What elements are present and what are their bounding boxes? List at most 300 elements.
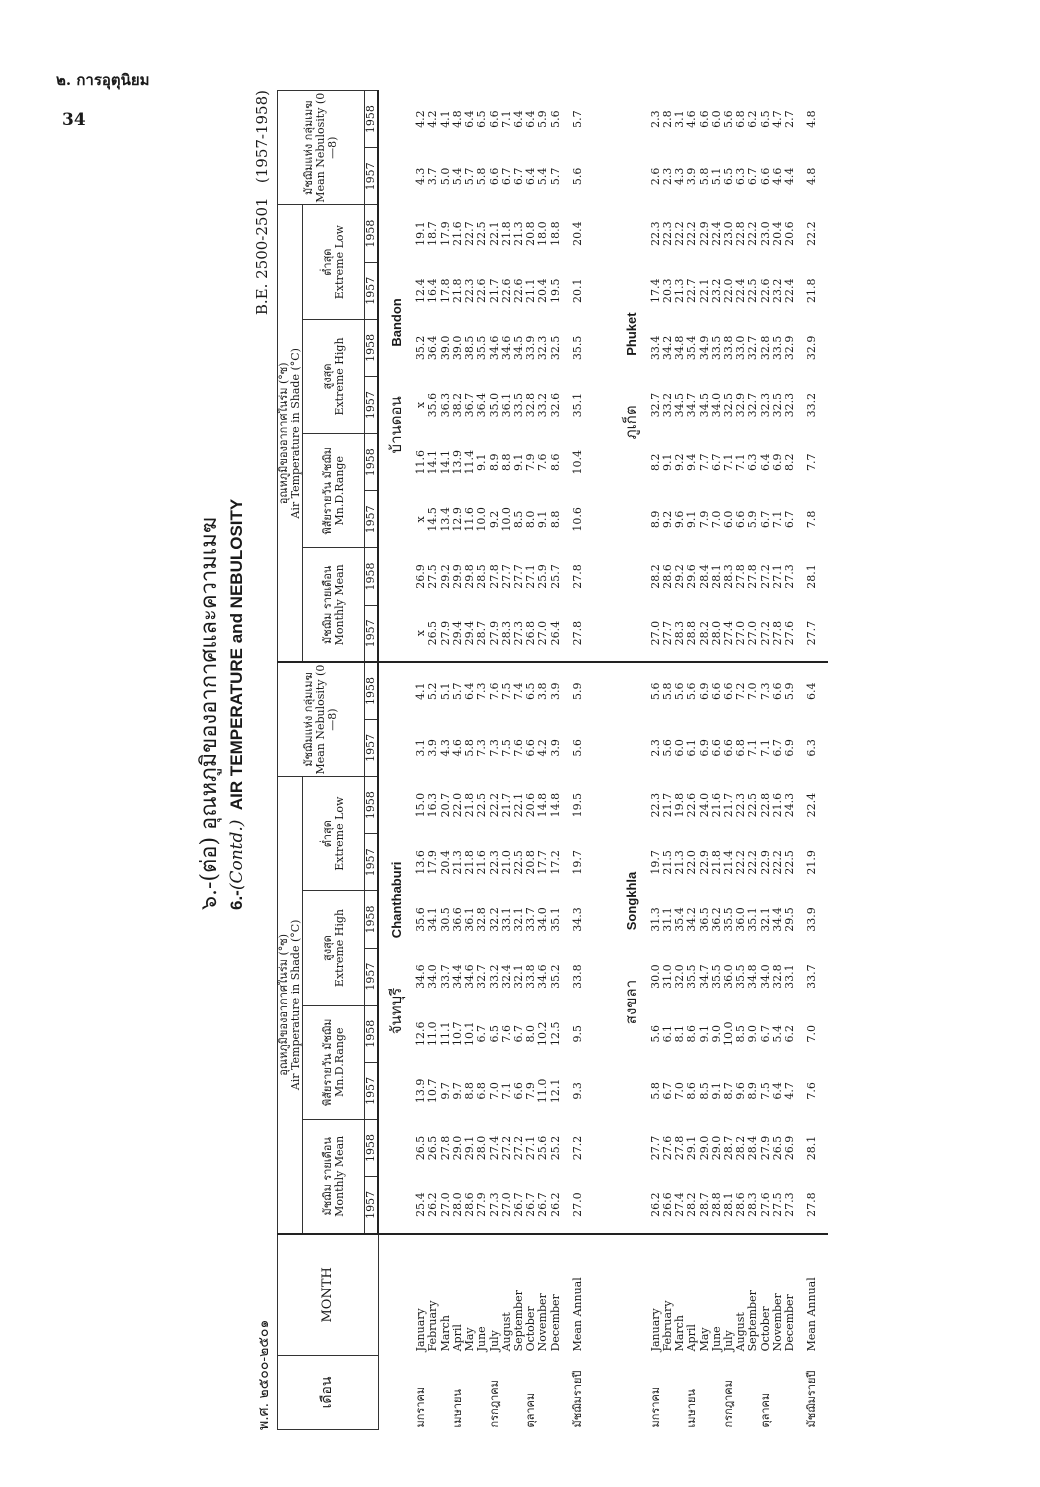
- value-cell: 28.3: [721, 564, 735, 589]
- value-cell: 31.0: [660, 964, 674, 989]
- value-cell: 9.7: [438, 1082, 452, 1100]
- value-cell: 13.4: [438, 507, 452, 532]
- annual-value: 33.2: [805, 392, 819, 418]
- value-cell: 5.1: [440, 662, 452, 719]
- value-cell: 22.2: [746, 221, 760, 246]
- value-cell: 27.0: [648, 620, 662, 646]
- value-cell: 33.2: [487, 964, 501, 989]
- value-cell: 6.0: [673, 739, 687, 757]
- table-row: [476, 91, 488, 1430]
- blank-cell: [747, 1355, 759, 1429]
- value-cell: 27.4: [721, 620, 735, 646]
- value-cell: 34.0: [426, 964, 440, 989]
- station-eng: Bandon: [389, 298, 405, 347]
- value-cell: 27.1: [524, 1135, 538, 1161]
- value-cell: 22.6: [499, 278, 513, 304]
- value-cell: 28.5: [475, 564, 489, 589]
- value-cell: 5.1: [709, 167, 723, 186]
- value-cell: 22.5: [782, 850, 796, 875]
- value-cell: 38.2: [450, 392, 464, 418]
- quarter-label: เมษายน: [450, 1389, 464, 1428]
- annual-value: 4.8: [805, 167, 819, 186]
- value-cell: 9.2: [660, 510, 674, 529]
- value-cell: 28.3: [746, 1192, 760, 1217]
- value-cell: 7.3: [487, 739, 501, 757]
- value-cell: 7.0: [487, 1082, 501, 1100]
- value-cell: 21.7: [499, 792, 513, 818]
- mean-eng: Monthly Mean: [332, 1135, 346, 1217]
- value-cell: 4.6: [450, 739, 464, 757]
- month-label: February: [662, 1234, 674, 1356]
- value-cell: 28.6: [660, 564, 674, 589]
- year-cell: 1958: [365, 434, 379, 491]
- value-cell: 8.2: [782, 453, 796, 471]
- month-label: November: [537, 1234, 549, 1356]
- value-cell: 3.9: [685, 167, 699, 186]
- value-cell: 7.1: [499, 110, 513, 128]
- blank-cell: [594, 605, 614, 662]
- spacer-row: [594, 91, 614, 1430]
- value-cell: 28.4: [746, 1135, 760, 1161]
- value-cell: 9.1: [511, 453, 525, 471]
- value-cell: 26.5: [426, 620, 440, 646]
- value-cell: 4.3: [414, 167, 428, 186]
- value-cell: 35.6: [414, 907, 428, 932]
- value-cell: 6.9: [699, 662, 711, 719]
- value-cell: 27.3: [487, 1192, 501, 1217]
- neb-thai: มัชฌิมแห่ง กลุ่มเมฆ: [301, 672, 315, 767]
- value-cell: 6.5: [475, 110, 489, 128]
- value-cell: 34.8: [746, 964, 760, 989]
- value-cell: 31.1: [660, 907, 674, 932]
- value-cell: 28.0: [450, 1192, 464, 1217]
- value-cell: 7.0: [747, 662, 759, 719]
- blank-cell: [594, 491, 614, 548]
- value-cell: 17.4: [648, 278, 662, 304]
- value-cell: 7.3: [760, 662, 772, 719]
- value-cell: 21.6: [450, 221, 464, 246]
- value-cell: 39.0: [438, 335, 452, 361]
- value-cell: 21.8: [450, 278, 464, 304]
- value-cell: 14.8: [536, 792, 550, 818]
- blank-cell: [537, 1355, 549, 1429]
- value-cell: 36.2: [709, 907, 723, 932]
- value-cell: 7.3: [476, 662, 488, 719]
- value-cell: 32.9: [734, 392, 748, 418]
- month-label: March: [440, 1234, 452, 1356]
- value-cell: 28.3: [673, 620, 687, 646]
- value-cell: 9.0: [746, 1024, 760, 1043]
- value-cell: 35.5: [734, 964, 748, 989]
- value-cell: 35.1: [548, 907, 562, 932]
- value-cell: 6.4: [511, 110, 525, 128]
- value-cell: 4.7: [782, 1082, 796, 1100]
- year-cell: 1957: [365, 262, 379, 319]
- value-cell: 10.7: [450, 1021, 464, 1046]
- year-cell: 1958: [365, 891, 379, 948]
- value-cell: 27.8: [487, 564, 501, 589]
- value-cell: 22.3: [463, 278, 477, 304]
- value-cell: 4.4: [782, 167, 796, 186]
- value-cell: 35.6: [426, 392, 440, 418]
- value-cell: 6.0: [709, 110, 723, 128]
- mean-thai: มัชฌิม รายเดือน: [320, 565, 334, 645]
- nebulosity-header-left: [278, 662, 365, 776]
- value-cell: 6.5: [721, 167, 735, 186]
- value-cell: 26.8: [524, 620, 538, 646]
- value-cell: 6.7: [758, 1024, 772, 1043]
- value-cell: 21.8: [709, 850, 723, 875]
- value-cell: 26.2: [648, 1192, 662, 1217]
- value-cell: 22.4: [734, 278, 748, 304]
- years-ce: (1957-1958): [253, 90, 271, 184]
- value-cell: 22.4: [782, 278, 796, 304]
- value-cell: 31.3: [648, 907, 662, 932]
- value-cell: 8.9: [746, 1082, 760, 1100]
- value-cell: 6.5: [487, 1024, 501, 1043]
- title-main: AIR TEMPERATURE and NEBULOSITY: [227, 498, 246, 811]
- value-cell: 33.7: [438, 964, 452, 989]
- value-cell: 7.6: [511, 739, 525, 757]
- value-cell: 5.7: [463, 167, 477, 186]
- value-cell: 21.3: [673, 850, 687, 875]
- air-temp-thai: อุณหภูมิของอากาศในร่ม (°ซ): [277, 362, 290, 505]
- value-cell: 26.7: [511, 1192, 525, 1217]
- range-header: [303, 1005, 365, 1119]
- value-cell: 35.5: [475, 335, 489, 361]
- value-cell: 33.8: [524, 964, 538, 989]
- annual-value: 6.3: [805, 739, 819, 757]
- table-row: [747, 91, 759, 1430]
- annual-row: [562, 91, 594, 1430]
- value-cell: 7.9: [524, 1082, 538, 1100]
- month-label: September: [513, 1234, 525, 1356]
- year-cell: 1957: [365, 1177, 379, 1234]
- neb-eng: Mean Nebulosity (0—8): [314, 664, 340, 775]
- value-cell: 9.1: [660, 453, 674, 471]
- value-cell: 28.0: [709, 620, 723, 646]
- value-cell: 26.2: [426, 1192, 440, 1217]
- value-cell: 34.2: [685, 907, 699, 932]
- annual-value: 21.9: [805, 850, 819, 875]
- station-thai: สงขลา: [621, 979, 640, 1025]
- annual-value: 27.8: [805, 1192, 819, 1217]
- annual-value: 5.7: [570, 110, 584, 128]
- value-cell: 25.4: [414, 1192, 428, 1217]
- value-cell: 30.0: [648, 964, 662, 989]
- title-english: [227, 499, 247, 910]
- month-label: September: [747, 1234, 759, 1356]
- value-cell: 7.5: [758, 1082, 772, 1100]
- title-contd: (Contd.): [227, 819, 247, 891]
- value-cell: 8.8: [463, 1082, 477, 1100]
- value-cell: 2.7: [782, 110, 796, 128]
- value-cell: 8.5: [734, 1024, 748, 1043]
- value-cell: 30.5: [438, 907, 452, 932]
- annual-value: 10.6: [570, 507, 584, 532]
- value-cell: 5.6: [650, 662, 662, 719]
- value-cell: 9.1: [536, 510, 550, 529]
- value-cell: 32.8: [524, 392, 538, 418]
- year-cell: 1958: [365, 662, 379, 719]
- value-cell: 28.2: [697, 620, 711, 646]
- value-cell: 27.1: [524, 564, 538, 589]
- value-cell: 7.1: [758, 739, 772, 757]
- year-cell: 1958: [365, 91, 379, 148]
- year-cell: 1957: [365, 834, 379, 891]
- value-cell: 21.6: [770, 792, 784, 818]
- value-cell: 5.6: [686, 662, 698, 719]
- annual-value: 7.0: [805, 1024, 819, 1043]
- value-cell: 20.4: [438, 850, 452, 875]
- value-cell: 6.6: [487, 167, 501, 186]
- value-cell: 26.5: [414, 1135, 428, 1161]
- value-cell: 6.5: [758, 110, 772, 128]
- value-cell: 29.1: [463, 1135, 477, 1161]
- blank-cell: [476, 1355, 488, 1429]
- value-cell: 3.7: [426, 167, 440, 186]
- table-row: [699, 91, 711, 1430]
- value-cell: 18.8: [548, 221, 562, 246]
- value-cell: 22.9: [697, 221, 711, 246]
- annual-value: 22.2: [805, 221, 819, 246]
- value-cell: 21.8: [463, 792, 477, 818]
- station-thai: จันทบุรี: [387, 987, 406, 1035]
- annual-value: 27.2: [570, 1135, 584, 1161]
- value-cell: 22.6: [511, 278, 525, 304]
- value-cell: 6.7: [709, 453, 723, 471]
- annual-value: 10.4: [570, 449, 584, 475]
- table-row: [686, 91, 698, 1430]
- value-cell: 6.7: [746, 167, 760, 186]
- value-cell: 34.4: [450, 964, 464, 989]
- value-cell: 5.6: [548, 110, 562, 128]
- annual-value: 19.7: [570, 850, 584, 875]
- value-cell: 7.6: [499, 1024, 513, 1043]
- mean-header: [303, 1119, 365, 1233]
- month-label: August: [735, 1234, 747, 1356]
- value-cell: 33.1: [782, 964, 796, 989]
- value-cell: 28.1: [709, 564, 723, 589]
- value-cell: 6.5: [525, 662, 537, 719]
- month-label: December: [550, 1234, 562, 1356]
- value-cell: 32.0: [673, 964, 687, 989]
- value-cell: 2.8: [660, 110, 674, 128]
- value-cell: 10.0: [721, 1021, 735, 1046]
- value-cell: 34.0: [758, 964, 772, 989]
- blank-cell: [594, 548, 614, 605]
- value-cell: 4.1: [415, 662, 427, 719]
- annual-value: 7.8: [805, 510, 819, 529]
- value-cell: 27.9: [438, 620, 452, 646]
- value-cell: 5.9: [536, 110, 550, 128]
- value-cell: 8.5: [511, 510, 525, 529]
- value-cell: 21.0: [499, 850, 513, 875]
- value-cell: x: [414, 401, 428, 409]
- station-name-right: [614, 91, 650, 663]
- value-cell: 32.8: [475, 907, 489, 932]
- blank-cell: [594, 834, 614, 891]
- value-cell: 7.1: [770, 510, 784, 529]
- value-cell: 12.6: [414, 1021, 428, 1046]
- value-cell: 34.6: [463, 964, 477, 989]
- value-cell: 6.6: [723, 662, 735, 719]
- month-label: July: [723, 1234, 735, 1356]
- value-cell: 6.6: [487, 110, 501, 128]
- value-cell: 34.7: [697, 964, 711, 989]
- annual-value: 28.1: [805, 564, 819, 589]
- air-temp-header-right: [278, 205, 303, 662]
- value-cell: 17.8: [438, 278, 452, 304]
- value-cell: 18.7: [426, 221, 440, 246]
- value-cell: 25.9: [536, 564, 550, 589]
- value-cell: 5.7: [452, 662, 464, 719]
- value-cell: 3.9: [550, 662, 562, 719]
- value-cell: 21.3: [450, 850, 464, 875]
- value-cell: 34.7: [685, 392, 699, 418]
- title-thai: ๖.-(ต่อ) อุณหภูมิของอากาศและความเมฆ: [197, 516, 222, 910]
- value-cell: 22.5: [475, 792, 489, 818]
- value-cell: 5.4: [770, 1024, 784, 1043]
- year-cell: 1958: [365, 548, 379, 605]
- value-cell: 28.6: [463, 1192, 477, 1217]
- value-cell: 11.4: [463, 449, 477, 475]
- value-cell: 20.6: [782, 221, 796, 246]
- value-cell: 7.1: [499, 1082, 513, 1100]
- blank-cell: [464, 1355, 476, 1429]
- value-cell: 27.4: [673, 1192, 687, 1217]
- value-cell: 5.7: [548, 167, 562, 186]
- value-cell: 27.9: [758, 1135, 772, 1161]
- value-cell: 36.0: [721, 964, 735, 989]
- value-cell: 27.2: [758, 620, 772, 646]
- value-cell: 27.7: [511, 564, 525, 589]
- annual-value: 5.6: [570, 167, 584, 186]
- value-cell: 27.8: [770, 620, 784, 646]
- blank-cell: [699, 1355, 711, 1429]
- value-cell: 27.2: [511, 1135, 525, 1161]
- value-cell: 27.8: [438, 1135, 452, 1161]
- annual-value: 20.4: [570, 221, 584, 246]
- value-cell: 6.7: [758, 510, 772, 529]
- annual-value: 4.8: [805, 110, 819, 128]
- value-cell: 34.2: [660, 335, 674, 361]
- value-cell: 20.7: [438, 792, 452, 818]
- blank-cell: [501, 1355, 513, 1429]
- quarter-label: เมษายน: [685, 1389, 699, 1428]
- value-cell: 5.0: [438, 167, 452, 186]
- value-cell: 7.1: [746, 739, 760, 757]
- value-cell: 7.7: [697, 453, 711, 471]
- value-cell: 33.1: [499, 907, 513, 932]
- value-cell: 20.8: [524, 850, 538, 875]
- value-cell: 23.0: [721, 221, 735, 246]
- value-cell: 22.3: [660, 221, 674, 246]
- value-cell: 27.6: [782, 620, 796, 646]
- value-cell: 8.1: [673, 1024, 687, 1043]
- value-cell: 5.9: [746, 510, 760, 529]
- value-cell: 3.9: [426, 739, 440, 757]
- value-cell: 23.0: [758, 221, 772, 246]
- blank-cell: [594, 205, 614, 262]
- low-eng: Extreme Low: [332, 796, 346, 871]
- value-cell: 35.5: [709, 964, 723, 989]
- value-cell: 27.6: [660, 1135, 674, 1161]
- value-cell: 5.6: [721, 110, 735, 128]
- value-cell: 22.5: [746, 792, 760, 818]
- value-cell: 22.3: [648, 221, 662, 246]
- value-cell: 22.7: [463, 221, 477, 246]
- value-cell: 9.4: [685, 453, 699, 471]
- value-cell: 8.8: [548, 510, 562, 529]
- value-cell: 39.0: [450, 335, 464, 361]
- value-cell: 32.8: [770, 964, 784, 989]
- value-cell: 22.6: [758, 278, 772, 304]
- value-cell: 4.2: [536, 739, 550, 757]
- year-cell: 1957: [365, 948, 379, 1005]
- rotated-table-page: [165, 90, 877, 1430]
- value-cell: 24.0: [697, 792, 711, 818]
- value-cell: 28.8: [685, 620, 699, 646]
- quarter-label: กรกฎาคม: [721, 1380, 735, 1428]
- low-thai: ต่ำสุด: [320, 820, 334, 848]
- value-cell: 9.6: [673, 510, 687, 529]
- blank-cell: [772, 1355, 784, 1429]
- mean-eng: Monthly Mean: [332, 564, 346, 646]
- year-cell: 1958: [365, 1005, 379, 1062]
- value-cell: 6.7: [660, 1082, 674, 1100]
- value-cell: 27.0: [499, 1192, 513, 1217]
- table-row: [550, 91, 562, 1430]
- value-cell: 19.1: [414, 221, 428, 246]
- year-cell: 1958: [365, 776, 379, 833]
- value-cell: 12.9: [450, 507, 464, 532]
- value-cell: 8.0: [524, 510, 538, 529]
- value-cell: 33.2: [536, 392, 550, 418]
- value-cell: 29.6: [685, 564, 699, 589]
- value-cell: x: [414, 516, 428, 523]
- high-thai: สูงสุด: [320, 363, 334, 390]
- annual-value: 7.6: [805, 1082, 819, 1100]
- value-cell: 9.1: [685, 510, 699, 529]
- value-cell: 6.7: [475, 1024, 489, 1043]
- data-table: [277, 90, 828, 1430]
- value-cell: 3.1: [414, 739, 428, 757]
- value-cell: 23.2: [770, 278, 784, 304]
- value-cell: 6.7: [511, 167, 525, 186]
- table-row: [489, 91, 501, 1430]
- blank-cell: [594, 1177, 614, 1234]
- value-cell: 27.9: [487, 620, 501, 646]
- value-cell: 9.1: [709, 1082, 723, 1100]
- value-cell: 5.6: [648, 1024, 662, 1043]
- value-cell: 32.3: [782, 392, 796, 418]
- value-cell: 12.4: [414, 278, 428, 304]
- month-label: December: [784, 1234, 796, 1356]
- value-cell: 4.6: [685, 110, 699, 128]
- annual-row: [796, 91, 828, 1430]
- value-cell: 32.7: [746, 335, 760, 361]
- blank-cell: [594, 1234, 614, 1356]
- value-cell: 7.0: [673, 1082, 687, 1100]
- years-eng: [253, 90, 271, 315]
- low-thai: ต่ำสุด: [320, 248, 334, 276]
- value-cell: 33.0: [734, 335, 748, 361]
- air-temp-eng: Air Temperature in Shade (°C): [289, 348, 303, 519]
- value-cell: 35.1: [746, 907, 760, 932]
- value-cell: 4.3: [438, 739, 452, 757]
- value-cell: 22.5: [511, 850, 525, 875]
